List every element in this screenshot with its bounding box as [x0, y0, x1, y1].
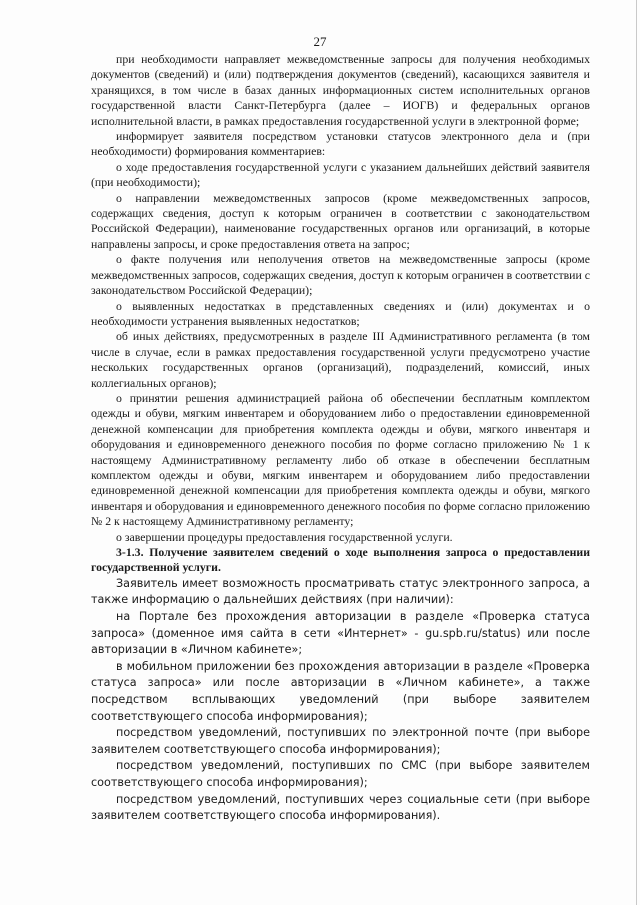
paragraph-progress: о ходе предоставления государственной услуги с указанием дальнейших действий заявителя (при необходимости);: [91, 159, 590, 190]
scan-edge-line: [636, 0, 637, 905]
paragraph-deficiencies: о выявленных недостатках в представленных сведениях и (или) документах и о необходимости устранения выявленных недостатков;: [91, 298, 590, 328]
paragraph-sms: посредством уведомлений, поступивших по СМС (при выборе заявителем соответствующего способа информирования);: [91, 759, 590, 789]
paragraph-portal: на Портале без прохождения авторизации в разделе «Проверка статуса запроса» (доменное имя сайта в сети «Интернет» - gu.spb.ru/status) или после авторизации в «Личном кабинете»;: [91, 610, 590, 657]
paragraph-status-intro: Заявитель имеет возможность просматривать статус электронного запроса, а также информацию о дальнейших действиях (при наличии):: [91, 576, 590, 607]
paragraph-completion: о завершении процедуры предоставления государственной услуги.: [116, 529, 453, 544]
paragraph-other-actions: об иных действиях, предусмотренных в разделе III Административного регламента (в том числе в случае, если в рамках предоставления государственной услуги предусмотрено участие нескольких государственных органов (организаций), подразделений, комиссий, иных коллегиальных органов);: [91, 329, 590, 390]
paragraph-intro: при необходимости направляет межведомственные запросы для получения необходимых документов (сведений) и (или) подтверждения документов (сведений), касающихся заявителя и хранящихся, в том числе в базах данных информационных систем исполнительных органов государственной власти Санкт-Петербурга (далее – ИОГВ) и федеральных органов исполнительной власти, в рамках предоставления государственной услуги в электронной форме;: [91, 52, 590, 128]
section-heading: 3-1.3. Получение заявителем сведений о ходе выполнения запроса о предоставлении государственной услуги.: [91, 545, 590, 575]
paragraph-requests: о направлении межведомственных запросов (кроме межведомственных запросов, содержащих сведения, доступ к которым ограничен в соответствии с законодательством Российской Федерации), наименование государственных органов или организаций, в которые направлены запросы, и сроке предоставления ответа на запрос;: [91, 190, 590, 251]
page-number: 27: [313, 34, 327, 49]
paragraph-responses: о факте получения или неполучения ответов на межведомственные запросы (кроме межведомственных запросов, содержащих сведения, доступ к которым ограничен в соответствии с законодательством Российской Федерации);: [91, 252, 590, 298]
paragraph-social: посредством уведомлений, поступивших через социальные сети (при выборе заявителем соответствующего способа информирования).: [91, 792, 590, 823]
paragraph-decision: о принятии решения администрацией района об обеспечении бесплатным комплектом одежды и обуви, мягким инвентарем и оборудованием либо о предоставлении единовременной денежной компенсации для приобретения комплекта одежды и обуви, мягкого инвентаря и оборудования и единовременного денежного пособия по форме согласно приложению № 1 к настоящему Административному регламенту либо об отказе в обеспечении бесплатным комплектом одежды и обуви, мягким инвентарем и оборудованием либо предоставлении единовременной денежной компенсации для приобретения комплекта одежды и обуви, мягкого инвентаря и оборудования и единовременного денежного пособия по форме согласно приложению № 2 к настоящему Административному регламенту;: [91, 390, 590, 529]
status-section: [91, 576, 590, 825]
document-body: [91, 52, 590, 825]
paragraph-inform: информирует заявителя посредством установки статусов электронного дела и (при необходимости) формирования комментариев:: [91, 129, 590, 159]
paragraph-mobile-app: в мобильном приложении без прохождения авторизации в разделе «Проверка статуса запроса» или после авторизации в «Личном кабинете», а также посредством всплывающих уведомлений (при выборе заявителем соответствующего способа информирования);: [91, 659, 590, 723]
paragraph-email: посредством уведомлений, поступивших по электронной почте (при выборе заявителем соответствующего способа информирования);: [91, 726, 590, 756]
